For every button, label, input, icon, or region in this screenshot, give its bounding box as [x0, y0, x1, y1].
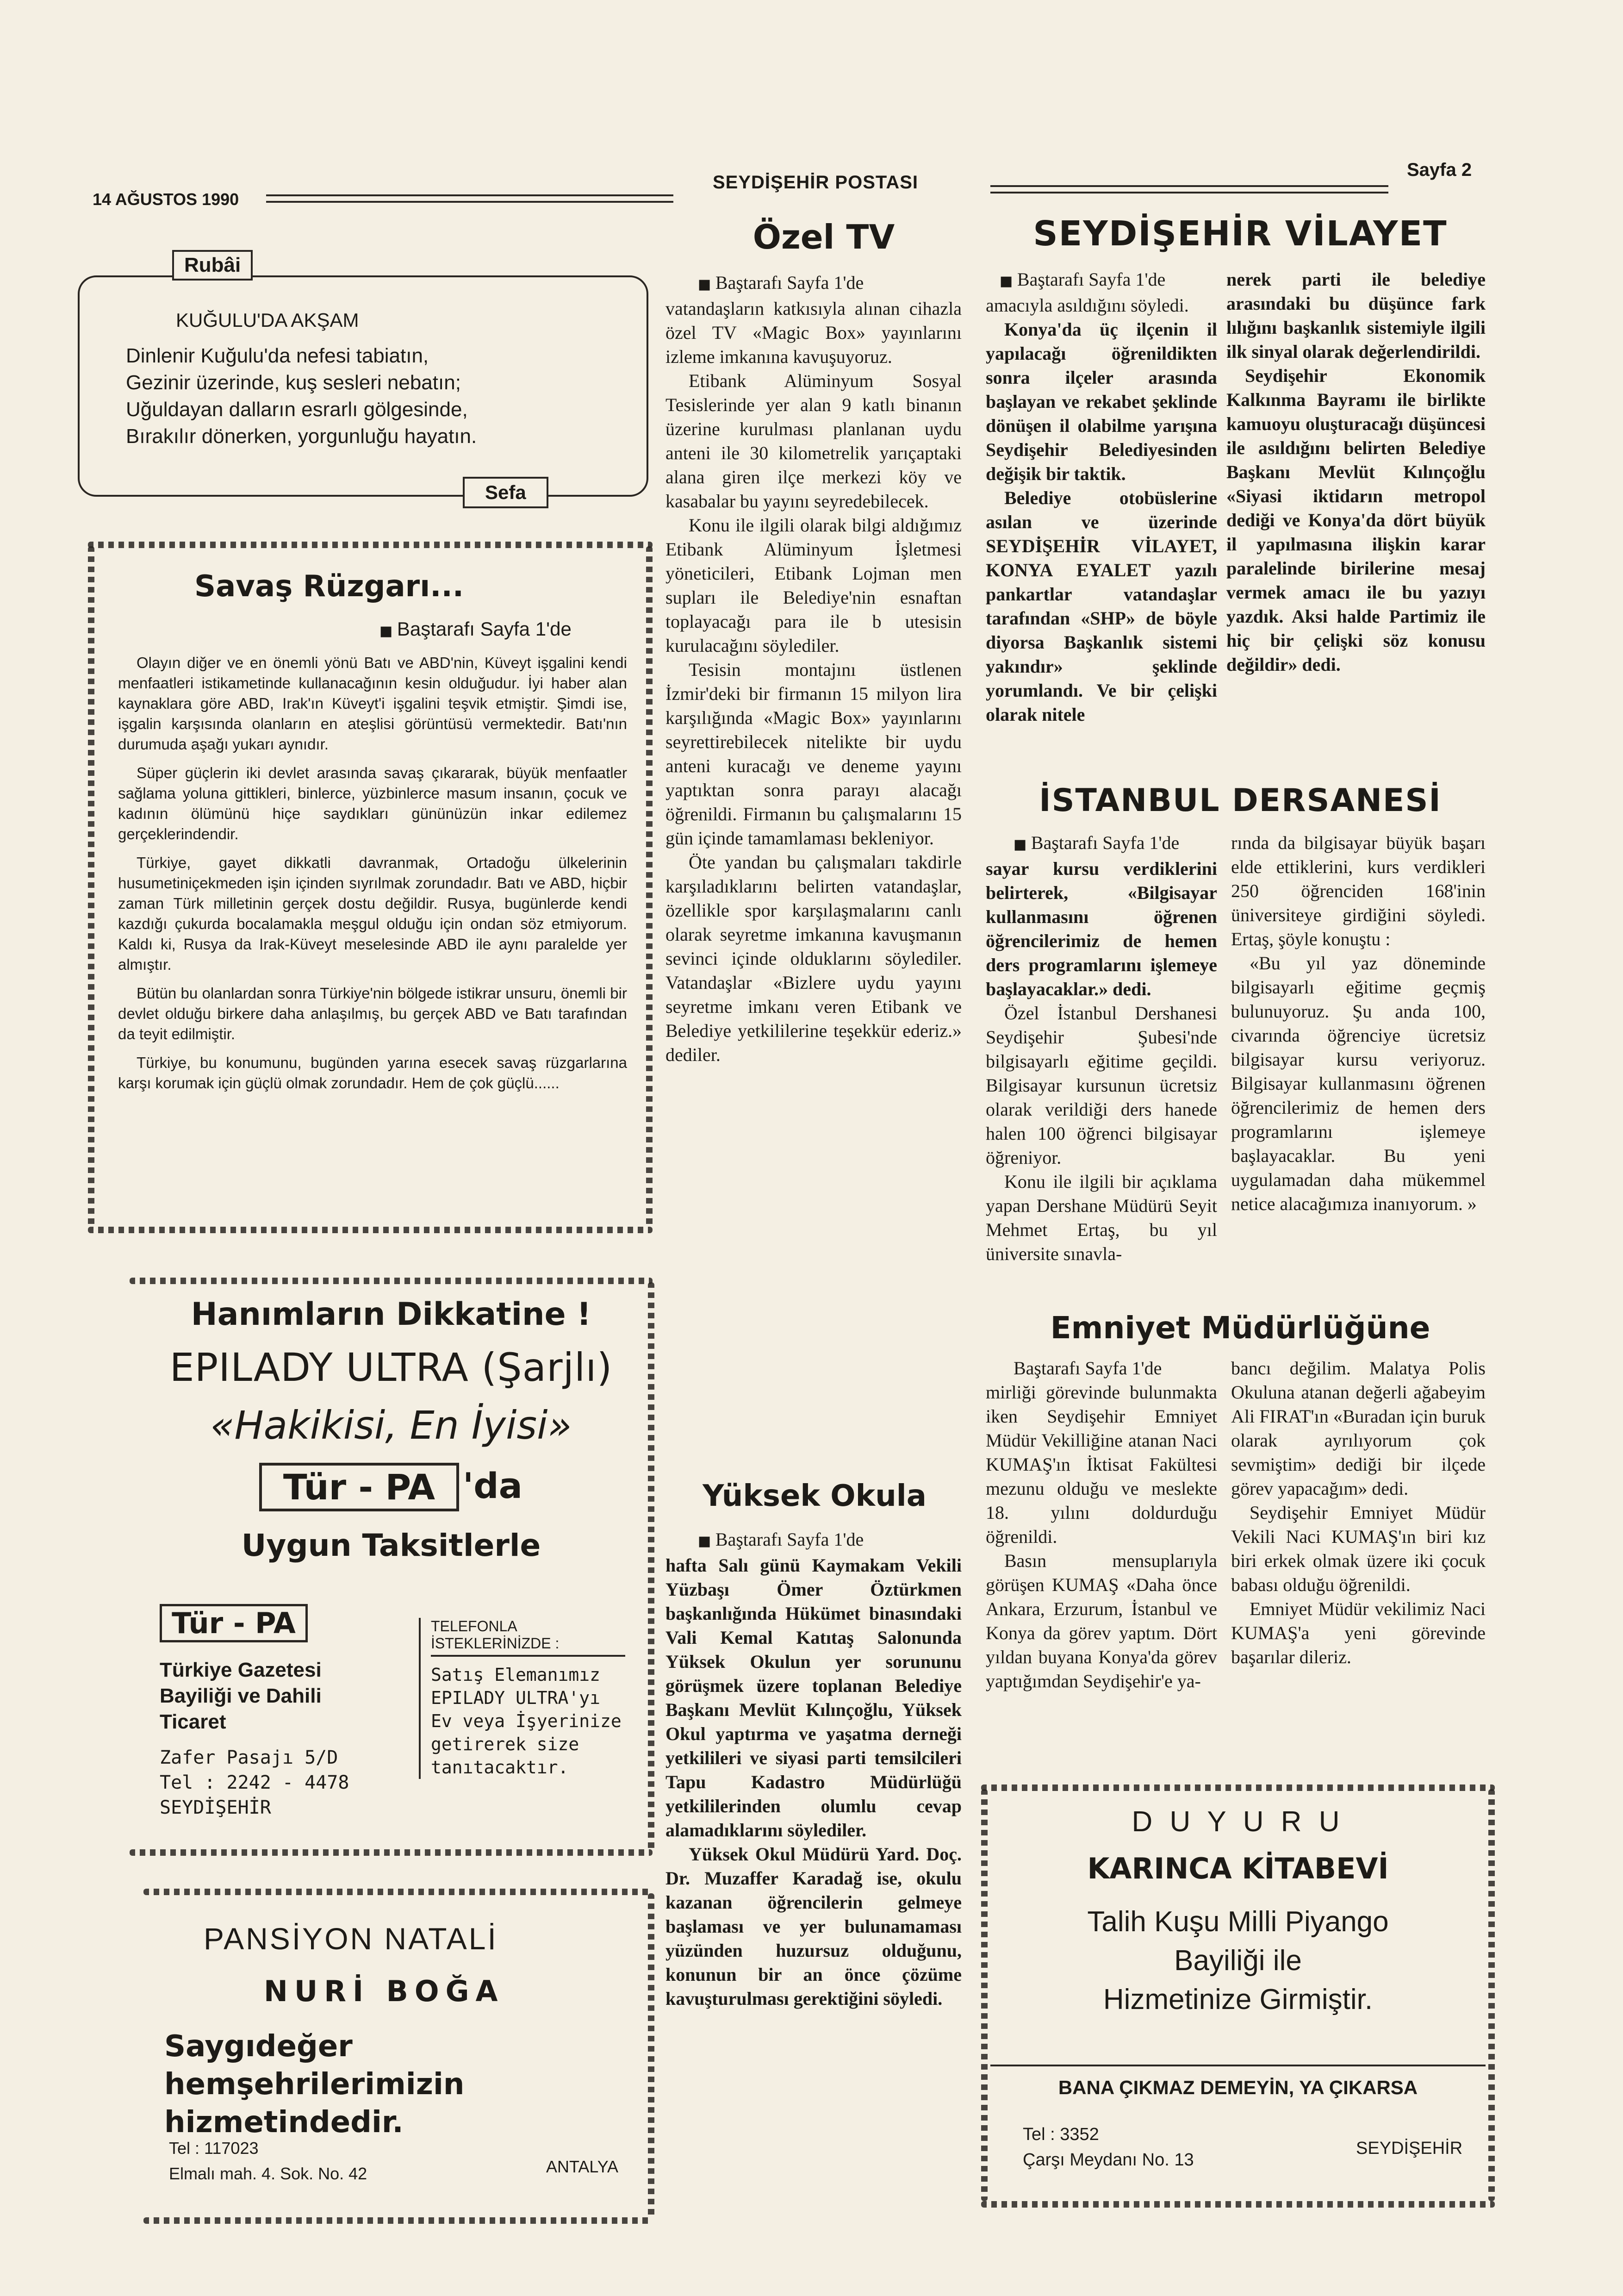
dersane-paragraph: rında da bilgisayar büyük başarı elde ettiklerini, kurs verdikleri 250 öğrenciden 168'inin üniversiteye girdiğini söyledi. Ertaş, şöyle konuştu : — [1231, 832, 1486, 949]
company-line: Türkiye Gazetesi — [160, 1659, 322, 1681]
turpa-suffix: 'da — [463, 1465, 522, 1506]
yuksek-ref-line — [665, 1528, 962, 1554]
dersane-ref-line — [986, 831, 1217, 857]
bullet-icon: ■ — [698, 1533, 715, 1549]
dersane-paragraph: sayar kursu verdiklerini belirterek, «Bilgisayar kullanmasını öğrenen öğrencilerimiz de hemen ders programlarını işlemeye başlayacaklar.» dedi. — [986, 858, 1217, 999]
savas-ref — [379, 618, 572, 640]
savas-border-right — [646, 546, 653, 1227]
company-line: Ticaret — [160, 1710, 226, 1733]
epilady-border-top — [130, 1278, 653, 1284]
duyuru-line: Talih Kuşu Milli Piyango — [1087, 1906, 1389, 1938]
pansiyon-slogan: Saygıdeğer hemşehrilerimizin hizmetindedir. — [164, 2029, 465, 2140]
duyuru-line: Bayiliği ile — [1174, 1945, 1302, 1977]
emniyet-paragraph: bancı değilim. Malatya Polis Okuluna atanan değerli ağabeyim Ali FIRAT'ın «Buradan için buruk olarak ayrılıyorum çok sevmiştim» dediği bir ilçede görev yapacağım» dedi. — [1231, 1358, 1486, 1499]
rubai-tag: Rubâi — [172, 250, 253, 281]
duyuru-address: Çarşı Meydanı No. 13 — [1023, 2150, 1194, 2170]
bullet-icon: ■ — [379, 623, 397, 639]
ozeltv-body — [665, 271, 962, 1067]
ozeltv-paragraph: Tesisin montajını üstlenen İzmir'deki bir firmanın 15 milyon lira karşılığında «Magic Box» yayınlarını seyrettirebilecek nitelikte bir uydu anteni kuracağı ve deneme yayını yaptıktan sonra parayı alacağı öğrenildi. Firmanın bu çalışmalarını 15 gün içinde tamamlaması bekleniyor. — [665, 659, 962, 849]
dersane-paragraph: Konu ile ilgili bir açıklama yapan Dershane Müdürü Seyit Mehmet Ertaş, bu yıl üniversite sınavla- — [986, 1171, 1217, 1264]
emniyet-paragraph: Seydişehir Emniyet Müdür Vekili Naci KUMAŞ'ın biri kız biri erkek olmak üzere iki çocuk babası olduğu öğrenildi. — [1231, 1502, 1486, 1595]
ozeltv-title: Özel TV — [752, 218, 895, 256]
dersane-title: İSTANBUL DERSANESİ — [1039, 782, 1442, 819]
rubai-line: Dinlenir Kuğulu'da nefesi tabiatın, — [126, 344, 429, 367]
savas-paragraph: Olayın diğer ve en önemli yönü Batı ve ABD'nin, Küveyt işgalini kendi menfaatleri istikametinde kullanacağının kesin olduğudur. İyi haber alan kaynaklara göre ABD, Irak'ın Küveyt'i işgalini teşvik etmiştir. Şimdi ise, işgalin karşısında olanların en ateşlisi görüntüsü vermektedir. Batı'nın durumuda aşağı yukarı aynıdır. — [118, 654, 627, 753]
turpa-company — [160, 1657, 322, 1735]
savas-paragraph: Türkiye, gayet dikkatli davranmak, Ortadoğu ülkelerinin husumetiniçekmeden işin içinden sıyrılmak zorundadır. Batı ve ABD, hiçbir zaman Türk milletinin gerçek dostu değildir. Rusya, bugünlerde kendi kazdığı çukurda bocalamakla meşgul olduğu için ondan söz etmiyorum. Kaldı ki, Rusya da Irak-Küveyt meselesinde ABD ile aynı paralelde yer almıştır. — [118, 854, 627, 973]
savas-paragraph: Bütün bu olanlardan sonra Türkiye'nin bölgede istikrar unsuru, önemli bir devlet olduğu birkere daha anlaşılmış, bu gerçek ABD ve Batı tarafından da teyit edilmiştir. — [118, 985, 627, 1042]
newspaper-name: SEYDİŞEHİR POSTASI — [713, 172, 919, 193]
savas-border-bottom — [88, 1227, 653, 1233]
vilayet-paragraph: Belediye otobüslerine asılan ve üzerinde SEYDİŞEHİR VİLAYET, KONYA EYALET yazılı pankartlar vatandaşlar tarafından «SHP» de böyle diyorsa Başkanlık sistemi yakındır» şeklinde yorumlandı. Ve bir çelişki olarak nitele — [986, 487, 1217, 725]
vilayet-paragraph: amacıyla asıldığını söyledi. — [986, 295, 1189, 316]
ozeltv-paragraph: Konu ile ilgili olarak bilgi aldığımız Etibank Alüminyum İşletmesi yöneticileri, Etibank Lojman men supları ile Belediye'nin esnaftan toplayacağı para ile b utesisin kurulacağını söylediler. — [665, 515, 962, 656]
turpa-tel: Tel : 2242 - 4478 — [160, 1772, 349, 1793]
rubai-poem — [126, 343, 477, 450]
emniyet-title: Emniyet Müdürlüğüne — [1050, 1310, 1430, 1346]
pansiyon-owner: NURİ BOĞA — [264, 1974, 504, 2008]
savas-border-top — [88, 542, 653, 548]
rubai-line: Uğuldayan dalların esrarlı gölgesinde, — [126, 398, 468, 421]
emniyet-col2 — [1231, 1356, 1486, 1669]
epilady-border-bottom — [130, 1849, 653, 1856]
pansiyon-name: PANSİYON NATALİ — [204, 1922, 498, 1956]
company-line: Bayiliği ve Dahili — [160, 1685, 322, 1707]
bullet-icon: ■ — [1000, 273, 1017, 289]
dersane-ref: Baştarafı Sayfa 1'de — [1031, 832, 1180, 853]
dersane-paragraph: Özel İstanbul Dershanesi Seydişehir Şubesi'nde bilgisayarlı eğitime geçildi. Bilgisayar kursunun ücretsiz olarak verildiği ders hanede halen 100 öğrenci bilgisayar öğreniyor. — [986, 1003, 1217, 1168]
turpa-address: Zafer Pasajı 5/D — [160, 1747, 338, 1768]
yuksek-ref: Baştarafı Sayfa 1'de — [715, 1529, 864, 1550]
duyuru-border-top — [981, 1784, 1495, 1791]
ozeltv-ref-line — [665, 271, 962, 297]
vilayet-col1 — [986, 268, 1217, 727]
duyuru-city: SEYDİŞEHİR — [1356, 2139, 1463, 2158]
epilady-line1: Hanımların Dikkatine ! — [191, 1296, 591, 1333]
pansiyon-city: ANTALYA — [546, 2157, 619, 2176]
duyuru-line: Hizmetinize Girmiştir. — [1103, 1984, 1373, 2015]
vilayet-ref-line — [986, 268, 1217, 293]
emniyet-paragraph: mirliği görevinde bulunmakta iken Seydişehir Emniyet Müdür Vekilliğine atanan Naci KUMAŞ'ın İktisat Fakültesi mezunu olduğu ve meslekte 18. yılını doldurduğu öğrenildi. — [986, 1382, 1217, 1547]
turpa-city: SEYDİŞEHİR — [160, 1797, 271, 1818]
turpa-logo-small: Tür - PA — [160, 1604, 308, 1642]
phone-body: Satış Elemanımız EPILADY ULTRA'yı Ev veya İşyerinize getirerek size tanıtacaktır. — [431, 1665, 622, 1778]
phone-head-2: İSTEKLERİNİZDE : — [431, 1635, 625, 1657]
epilady-line3: «Hakikisi, En İyisi» — [210, 1403, 572, 1448]
pansiyon-border-bottom — [143, 2217, 653, 2224]
dersane-col1 — [986, 831, 1217, 1266]
yuksek-title: Yüksek Okula — [703, 1479, 927, 1513]
dersane-col2 — [1231, 831, 1486, 1216]
phone-box — [419, 1618, 625, 1779]
vilayet-col2 — [1226, 268, 1486, 677]
yuksek-body — [665, 1528, 962, 2011]
savas-paragraph: Süper güçlerin iki devlet arasında savaş çıkararak, büyük menfaatler sağlama yoluna gittikleri, binlerce, yüzbinlerce masum insanın, çocuk ve kadının ölümünü hiçe saydıkları gününüzün inkar edilemez gerçeklerindendir. — [118, 764, 627, 842]
vilayet-title: SEYDİŞEHİR VİLAYET — [1033, 214, 1448, 254]
phone-head-1: TELEFONLA — [431, 1618, 517, 1635]
duyuru-border-bottom — [981, 2201, 1495, 2208]
page-number: Sayfa 2 — [1407, 160, 1472, 180]
rubai-author: Sefa — [463, 477, 548, 508]
rubai-line: Bırakılır dönerken, yorgunluğu hayatın. — [126, 425, 477, 448]
vilayet-ref: Baştarafı Sayfa 1'de — [1017, 269, 1166, 290]
ozeltv-ref: Baştarafı Sayfa 1'de — [715, 272, 864, 293]
header-rule-right — [990, 185, 1388, 193]
emniyet-ref: Baştarafı Sayfa 1'de — [1014, 1358, 1162, 1379]
vilayet-paragraph: Seydişehir Ekonomik Kalkınma Bayramı ile birlikte kamuoyu oluşturacağı düşüncesi ile asıldığını belirten Belediye Başkanı Mevlüt Kılınçoğlu «Siyasi iktidarın metropol dediği ve Konya'da dört büyük il yapılmasına ilişkin karar paralelinde birilerine mesaj vermek amacı ile bu yazıyı yazdık. Aksi halde Partimiz ile hiç bir çelişki söz konusu değildir» dedi. — [1226, 365, 1486, 675]
epilady-border-right — [648, 1282, 654, 1852]
turpa-contact — [160, 1745, 349, 1820]
bullet-icon: ■ — [1014, 836, 1031, 853]
pansiyon-border-right — [648, 1893, 654, 2217]
savas-title: Savaş Rüzgarı... — [194, 569, 464, 604]
duyuru-shop: KARINCA KİTABEVİ — [1087, 1852, 1389, 1885]
ozeltv-paragraph: Öte yandan bu çalışmaları takdirle karşıladıklarını belirten vatandaşlar, özellikle spor karşılaşmalarını canlı olarak seyretme imkanına kavuşmanın sevinci içinde olduklarını söylediler. Vatandaşlar «Bizlere uydu yayını seyretme imkanı veren Etibank ve Belediye yetkililerine teşekkür ederiz.» dediler. — [665, 852, 962, 1065]
pansiyon-border-top — [143, 1889, 653, 1895]
yuksek-paragraph: hafta Salı günü Kaymakam Vekili Yüzbaşı Ömer Öztürkmen başkanlığında Hükümet binasındaki Vali Kemal Katıtaş Salonunda Yüksek Okulun yer sorununu görüşmek üzere toplanan Belediye Başkanı Mevlüt Kılınçoğlu, Yüksek Okul yaptırma ve yaşatma derneği yetkilileri ve siyasi parti temsilcileri Tapu Kadastro Müdürlüğü yetkililerinden olumlu cevap alamadıklarını söylediler. — [665, 1555, 962, 1841]
pansiyon-tel: Tel : 117023 — [169, 2139, 259, 2158]
emniyet-paragraph: Basın mensuplarıyla görüşen KUMAŞ «Daha önce Ankara, Erzurum, İstanbul ve Konya da görev yaptım. Dört yıldan buyana Konya'da görev yaptığımdan Seydişehir'e ya- — [986, 1550, 1217, 1691]
duyuru-border-left — [981, 1789, 988, 2201]
header-rule-left — [266, 194, 673, 203]
dersane-paragraph: «Bu yıl yaz döneminde bilgisayarlı eğitime geçmiş bulunuyoruz. Şu anda 100, civarında öğrenciye ücretsiz bilgisayar kursu veriyoruz. Bilgisayar kullanmasını öğrenen öğrencilerimiz de hemen ders programlarını işlemeye başlayacaklar. Bu yeni uygulamadan daha mükemmel netice alacağımıza inanıyorum. » — [1231, 953, 1486, 1214]
rubai-line: Gezinir üzerinde, kuş sesleri nebatın; — [126, 371, 461, 394]
bullet-icon: ■ — [698, 276, 715, 293]
savas-paragraph: Türkiye, bu konumunu, bugünden yarına esecek savaş rüzgarlarına karşı korumak için güçlü olmak zorundadır. Hem de çok güçlü...... — [118, 1054, 627, 1092]
turpa-logo: Tür - PA — [259, 1463, 459, 1511]
duyuru-slogan: BANA ÇIKMAZ DEMEYİN, YA ÇIKARSA — [990, 2065, 1486, 2099]
vilayet-paragraph: Konya'da üç ilçenin il yapılacağı öğrenildikten sonra ilçeler arasında başlayan ve rekabet şeklinde dönüşen il olabilme yarışına Seydişehir Belediyesinden değişik bir taktik. — [986, 319, 1217, 484]
emniyet-col1 — [986, 1356, 1217, 1693]
pansiyon-address: Elmalı mah. 4. Sok. No. 42 — [169, 2164, 367, 2183]
vilayet-paragraph: nerek parti ile belediye arasındaki bu düşünce fark lılığını başkanlık sistemiyle ilgili ilk sinyal olarak değerlendirildi. — [1226, 269, 1486, 362]
ozeltv-paragraph: Etibank Alüminyum Sosyal Tesislerinde yer alan 9 katlı binanın üzerine kurulması planlanan uydu anteni ile 30 kilometrelik yarıçaptaki alana giren ilçe merkezi köy ve kasabalar bu yayını seyredebilecek. — [665, 370, 962, 512]
emniyet-paragraph: Emniyet Müdür vekilimiz Naci KUMAŞ'a yeni görevinde başarılar dileriz. — [1231, 1598, 1486, 1667]
savas-body — [118, 653, 627, 1093]
savas-border-left — [88, 546, 94, 1227]
ozeltv-paragraph: vatandaşların katkısıyla alınan cihazla özel TV «Magic Box» yayınlarını izleme imkanına kavuşuyoruz. — [665, 298, 962, 367]
issue-date: 14 AĞUSTOS 1990 — [93, 190, 239, 209]
rubai-title: KUĞULU'DA AKŞAM — [176, 309, 359, 331]
duyuru-tel: Tel : 3352 — [1023, 2125, 1099, 2144]
duyuru-lines — [990, 1903, 1486, 2019]
yuksek-paragraph: Yüksek Okul Müdürü Yard. Doç. Dr. Muzaffer Karadağ ise, okulu kazanan öğrencilerin gelmeye başlaması ve yer bulunamaması yüzünden huzursuz olduğunu, konunun bir an önce çözüme kavuşturulması gerektiğini söyledi. — [665, 1844, 962, 2009]
epilady-line2: EPILADY ULTRA (Şarjlı) — [169, 1345, 613, 1390]
duyuru-title: D U Y U R U — [1132, 1806, 1344, 1838]
savas-ref-text: Baştarafı Sayfa 1'de — [397, 618, 572, 640]
duyuru-border-right — [1488, 1789, 1495, 2201]
epilady-line4: Uygun Taksitlerle — [241, 1528, 541, 1563]
